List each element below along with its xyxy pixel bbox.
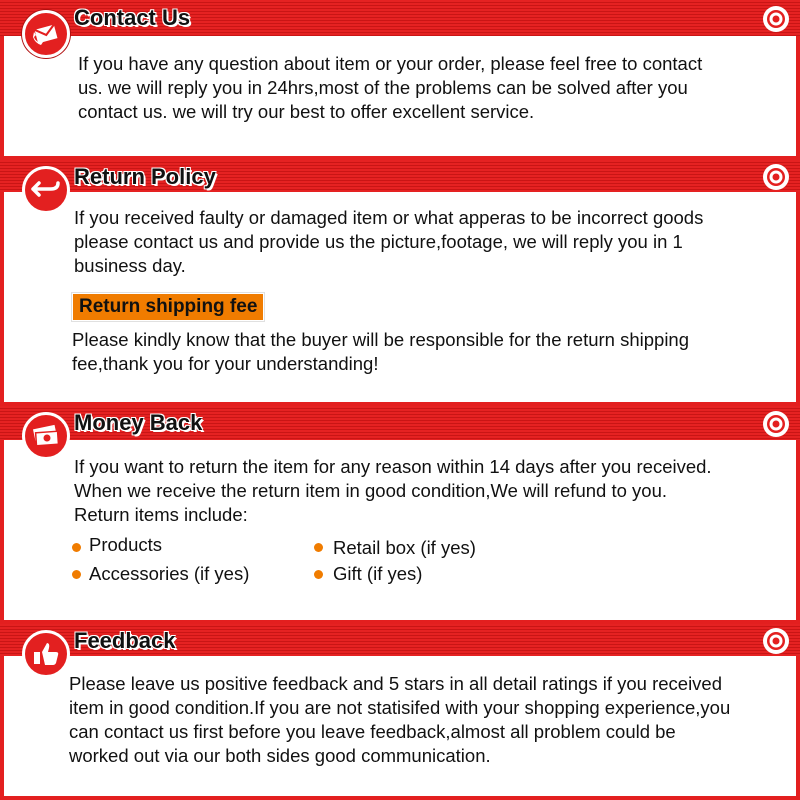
money-back-title: Money Back <box>74 410 203 435</box>
money-back-header <box>0 406 800 440</box>
return-line-1: If you received faulty or damaged item or what apperas to be incorrect goods <box>74 207 704 228</box>
bullet-dot <box>314 570 323 579</box>
target-icon <box>762 627 790 655</box>
money-line-1: If you want to return the item for any reason within 14 days after you received. <box>74 456 712 477</box>
return-arrow-icon <box>22 166 70 214</box>
return-policy-header <box>0 160 800 192</box>
contact-line-2: us. we will reply you in 24hrs,most of the problems can be solved after you <box>78 77 688 98</box>
feedback-section <box>0 624 800 800</box>
return-policy-section <box>0 160 800 406</box>
bullet-dot <box>72 570 81 579</box>
return-item-accessories: Accessories (if yes) <box>89 563 250 584</box>
return-policy-title: Return Policy <box>74 164 216 189</box>
target-icon <box>762 163 790 191</box>
thumbs-up-icon <box>22 630 70 678</box>
contact-header <box>0 0 800 36</box>
money-line-3: Return items include: <box>74 504 248 525</box>
bullet-dot <box>314 543 323 552</box>
fee-line-1: Please kindly know that the buyer will be responsible for the return shipping <box>72 329 690 350</box>
contact-line-1: If you have any question about item or your order, please feel free to contact <box>78 53 703 74</box>
money-back-panel <box>4 440 796 620</box>
return-line-3: business day. <box>74 255 186 276</box>
return-item-gift: Gift (if yes) <box>333 563 423 584</box>
contact-line-3: contact us. we will try our best to offer excellent service. <box>78 101 535 122</box>
target-icon <box>762 410 790 438</box>
feedback-line-3: can contact us first before you leave feedback,almost all problem could be <box>69 721 676 742</box>
return-policy-panel <box>4 192 796 402</box>
contact-panel <box>4 36 796 156</box>
contact-title: Contact Us <box>74 5 191 30</box>
envelope-phone-icon <box>22 10 70 58</box>
fee-line-2: fee,thank you for your understanding! <box>72 353 379 374</box>
feedback-line-1: Please leave us positive feedback and 5 stars in all detail ratings if you received <box>69 673 723 694</box>
feedback-panel <box>4 656 796 796</box>
return-line-2: please contact us and provide us the picture,footage, we will reply you in 1 <box>74 231 683 252</box>
feedback-title: Feedback <box>74 628 176 653</box>
feedback-line-4: worked out via our both sides good communication. <box>69 745 491 766</box>
return-item-products: Products <box>89 534 163 555</box>
return-item-retail-box: Retail box (if yes) <box>333 537 476 558</box>
money-back-section <box>0 406 800 624</box>
target-icon <box>762 5 790 33</box>
money-line-2: When we receive the return item in good condition,We will refund to you. <box>74 480 667 501</box>
feedback-line-2: item in good condition.If you are not statisifed with your shopping experience,you <box>69 697 731 718</box>
return-shipping-fee-badge: Return shipping fee <box>72 293 264 321</box>
feedback-header <box>0 624 800 656</box>
bullet-dot <box>72 543 81 552</box>
contact-section <box>0 0 800 160</box>
money-icon <box>22 412 70 460</box>
